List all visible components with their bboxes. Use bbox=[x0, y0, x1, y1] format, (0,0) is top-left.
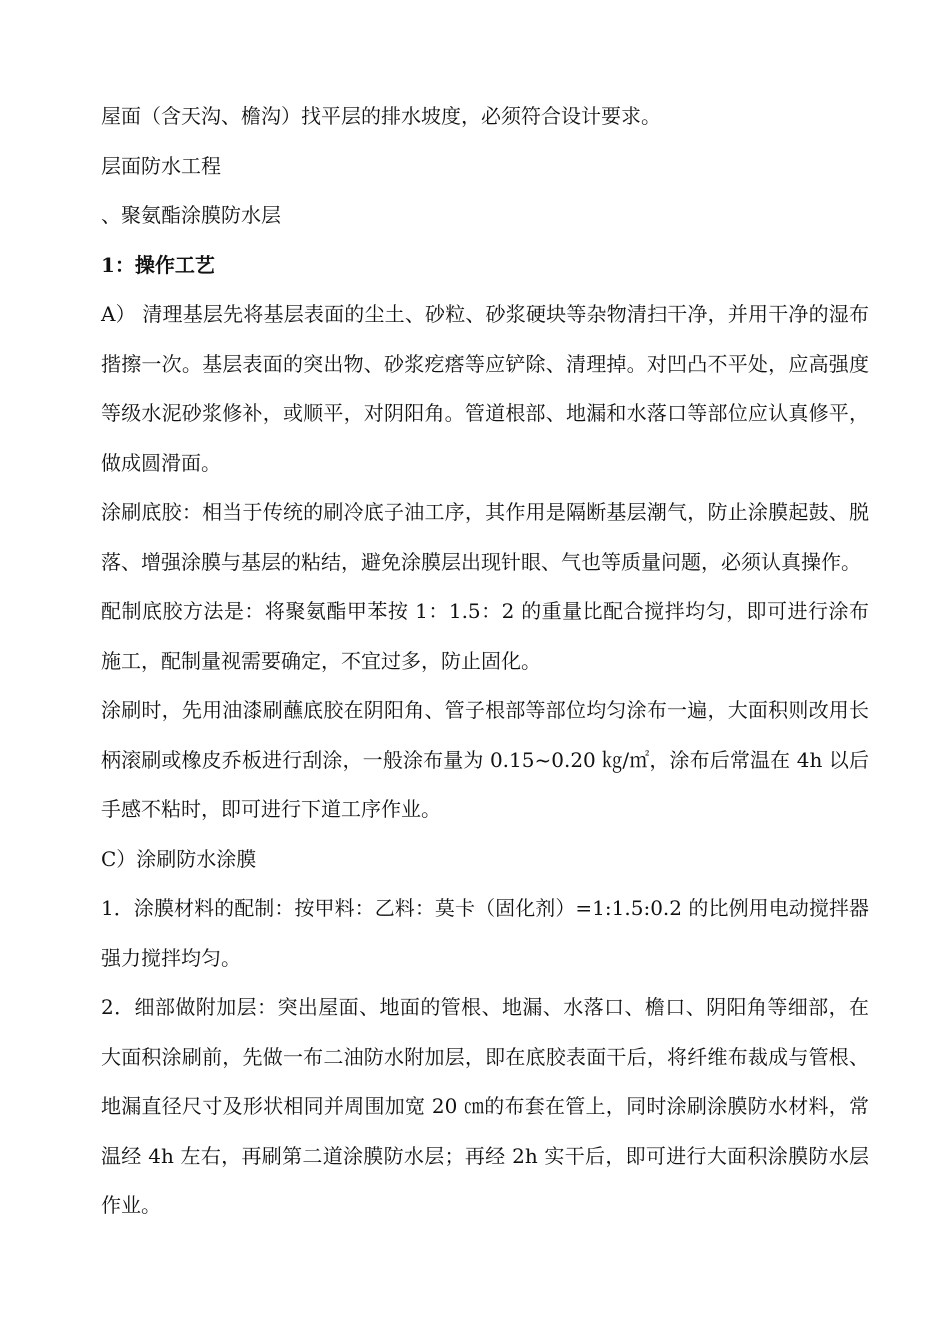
paragraph-detail-additional-layer: 2．细部做附加层：突出屋面、地面的管根、地漏、水落口、檐口、阴阳角等细部，在大面积涂刷前，先做一布二油防水附加层，即在底胶表面干后，将纤维布裁成与管根、地漏直径尺寸及形状相同并周围加宽 20 ㎝的布套在管上，同时涂刷涂膜防水材料，常温经 4h 左右，再刷第二道涂膜防水层；再经 2h 实干后，即可进行大面积涂膜防水层作业。 bbox=[101, 995, 869, 1217]
heading-roof-waterproofing: 层面防水工程 bbox=[101, 153, 221, 178]
document-page bbox=[101, 92, 869, 1231]
paragraph-primer-coating: 涂刷底胶：相当于传统的刷冷底子油工序，其作用是隔断基层潮气，防止涂膜起鼓、脱落、增强涂膜与基层的粘结，避免涂膜层出现针眼、气也等质量问题，必须认真操作。 bbox=[101, 500, 869, 574]
paragraph-film-material-mixing: 1．涂膜材料的配制：按甲料：乙料：莫卡（固化剂）=1:1.5:0.2 的比例用电动搅拌器强力搅拌均匀。 bbox=[101, 896, 869, 970]
paragraph-primer-mixing: 配制底胶方法是：将聚氨酯甲苯按 1：1.5：2 的重量比配合搅拌均匀，即可进行涂布施工，配制量视需要确定，不宜过多，防止固化。 bbox=[101, 599, 869, 673]
heading-polyurethane-layer: 、聚氨酯涂膜防水层 bbox=[101, 203, 281, 227]
heading-operation-process: 1：操作工艺 bbox=[101, 252, 215, 277]
paragraph-clean-base: A） 清理基层先将基层表面的尘土、砂粒、砂浆硬块等杂物清扫干净，并用干净的湿布揩擦一次。基层表面的突出物、砂浆疙瘩等应铲除、清理掉。对凹凸不平处，应高强度等级水泥砂浆修补，或顺平，对阴阳角。管道根部、地漏和水落口等部位应认真修平，做成圆滑面。 bbox=[101, 302, 869, 475]
paragraph-primer-application: 涂刷时，先用油漆刷蘸底胶在阴阳角、管子根部等部位均匀涂布一遍，大面积则改用长柄滚刷或橡皮乔板进行刮涂，一般涂布量为 0.15~0.20 ㎏/㎡，涂布后常温在 4h 以后手感不粘时，即可进行下道工序作业。 bbox=[101, 698, 869, 821]
paragraph-slope-requirement: 屋面（含天沟、檐沟）找平层的排水坡度，必须符合设计要求。 bbox=[101, 104, 661, 128]
heading-waterproof-film: C）涂刷防水涂膜 bbox=[101, 846, 257, 871]
